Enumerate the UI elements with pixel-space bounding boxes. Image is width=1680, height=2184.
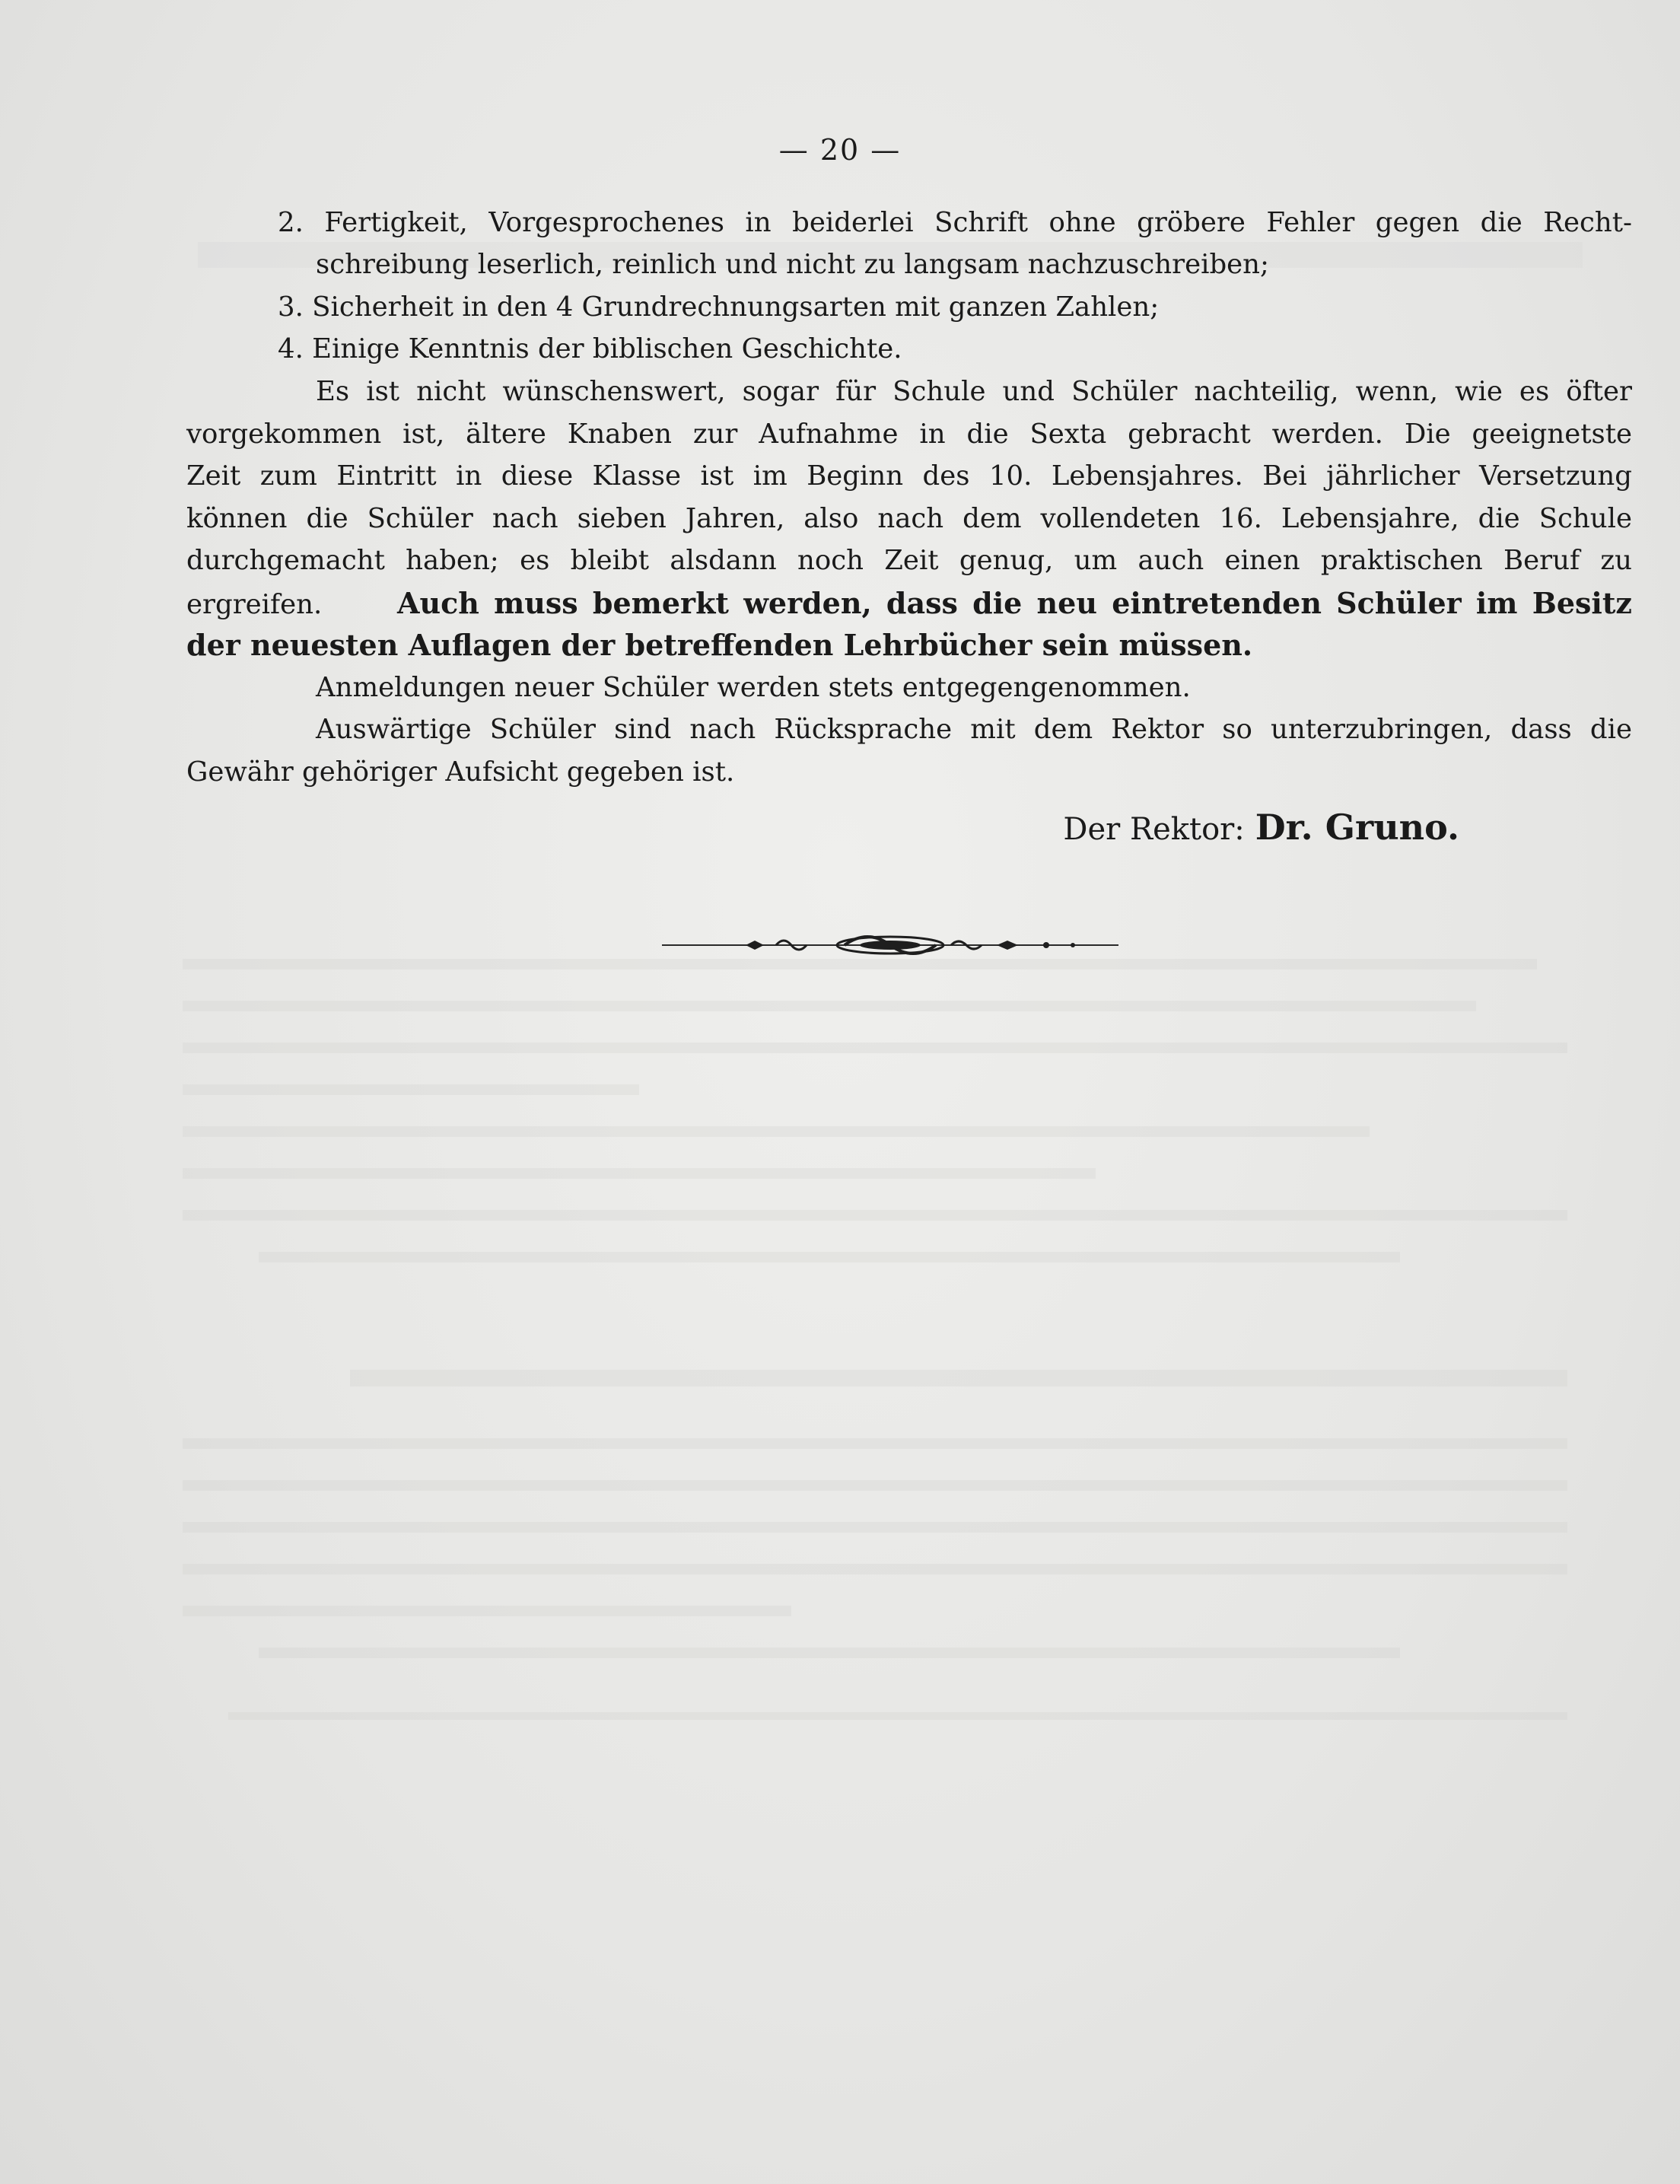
paragraph-1-line-5: durchgemacht haben; es bleibt alsdann noch Zeit genug, um auch einen praktischen Beruf zu [186, 545, 1632, 576]
paragraph-1-emphasis-start: Auch muss bemerkt werden, dass die neu eintretenden Schüler im Besitz [396, 586, 1632, 620]
paragraph-1-line-1: Es ist nicht wünschenswert, sogar für Schule und Schüler nachteilig, wenn, wie es öfter [316, 376, 1632, 407]
paragraph-3-line-2: Gewähr gehöriger Aufsicht gegeben ist. [186, 756, 735, 788]
list-item-3: 3. Sicherheit in den 4 Grundrechnungsarten mit ganzen Zahlen; [278, 291, 1160, 323]
page-number: — 20 — [778, 133, 902, 167]
paragraph-1-line-2: vorgekommen ist, ältere Knaben zur Aufnahme in die Sexta gebracht werden. Die geeignetste [186, 419, 1632, 450]
signature-label: Der Rektor: [1063, 812, 1245, 847]
signature [1063, 807, 1459, 848]
paragraph-2: Anmeldungen neuer Schüler werden stets entgegengenommen. [316, 672, 1191, 703]
bleed-through-lines [152, 944, 1643, 1743]
paragraph-1-emphasis-end: der neuesten Auflagen der betreffenden Lehrbücher sein müssen. [186, 628, 1253, 662]
paragraph-3-line-1: Auswärtige Schüler sind nach Rücksprache mit dem Rektor so unterzubringen, dass die [316, 714, 1632, 745]
paragraph-1-line-4: können die Schüler nach sieben Jahren, also nach dem vollendeten 16. Lebensjahre, die Schule [186, 503, 1632, 534]
list-item-2-line-1: 2. Fertigkeit, Vorgesprochenes in beiderlei Schrift ohne gröbere Fehler gegen die Recht- [278, 207, 1632, 238]
paragraph-1-line-3: Zeit zum Eintritt in diese Klasse ist im Beginn des 10. Lebensjahres. Bei jährlicher Versetzung [186, 460, 1632, 492]
paragraph-1-line-6 [186, 582, 1632, 626]
signature-name: Dr. Gruno. [1255, 807, 1459, 848]
list-item-2-line-2: schreibung leserlich, reinlich und nicht zu langsam nachzuschreiben; [316, 249, 1270, 280]
paragraph-1-line-6-normal: ergreifen. [186, 589, 323, 620]
decorative-divider-ornament [662, 930, 1118, 960]
list-item-4: 4. Einige Kenntnis der biblischen Geschichte. [278, 333, 902, 365]
